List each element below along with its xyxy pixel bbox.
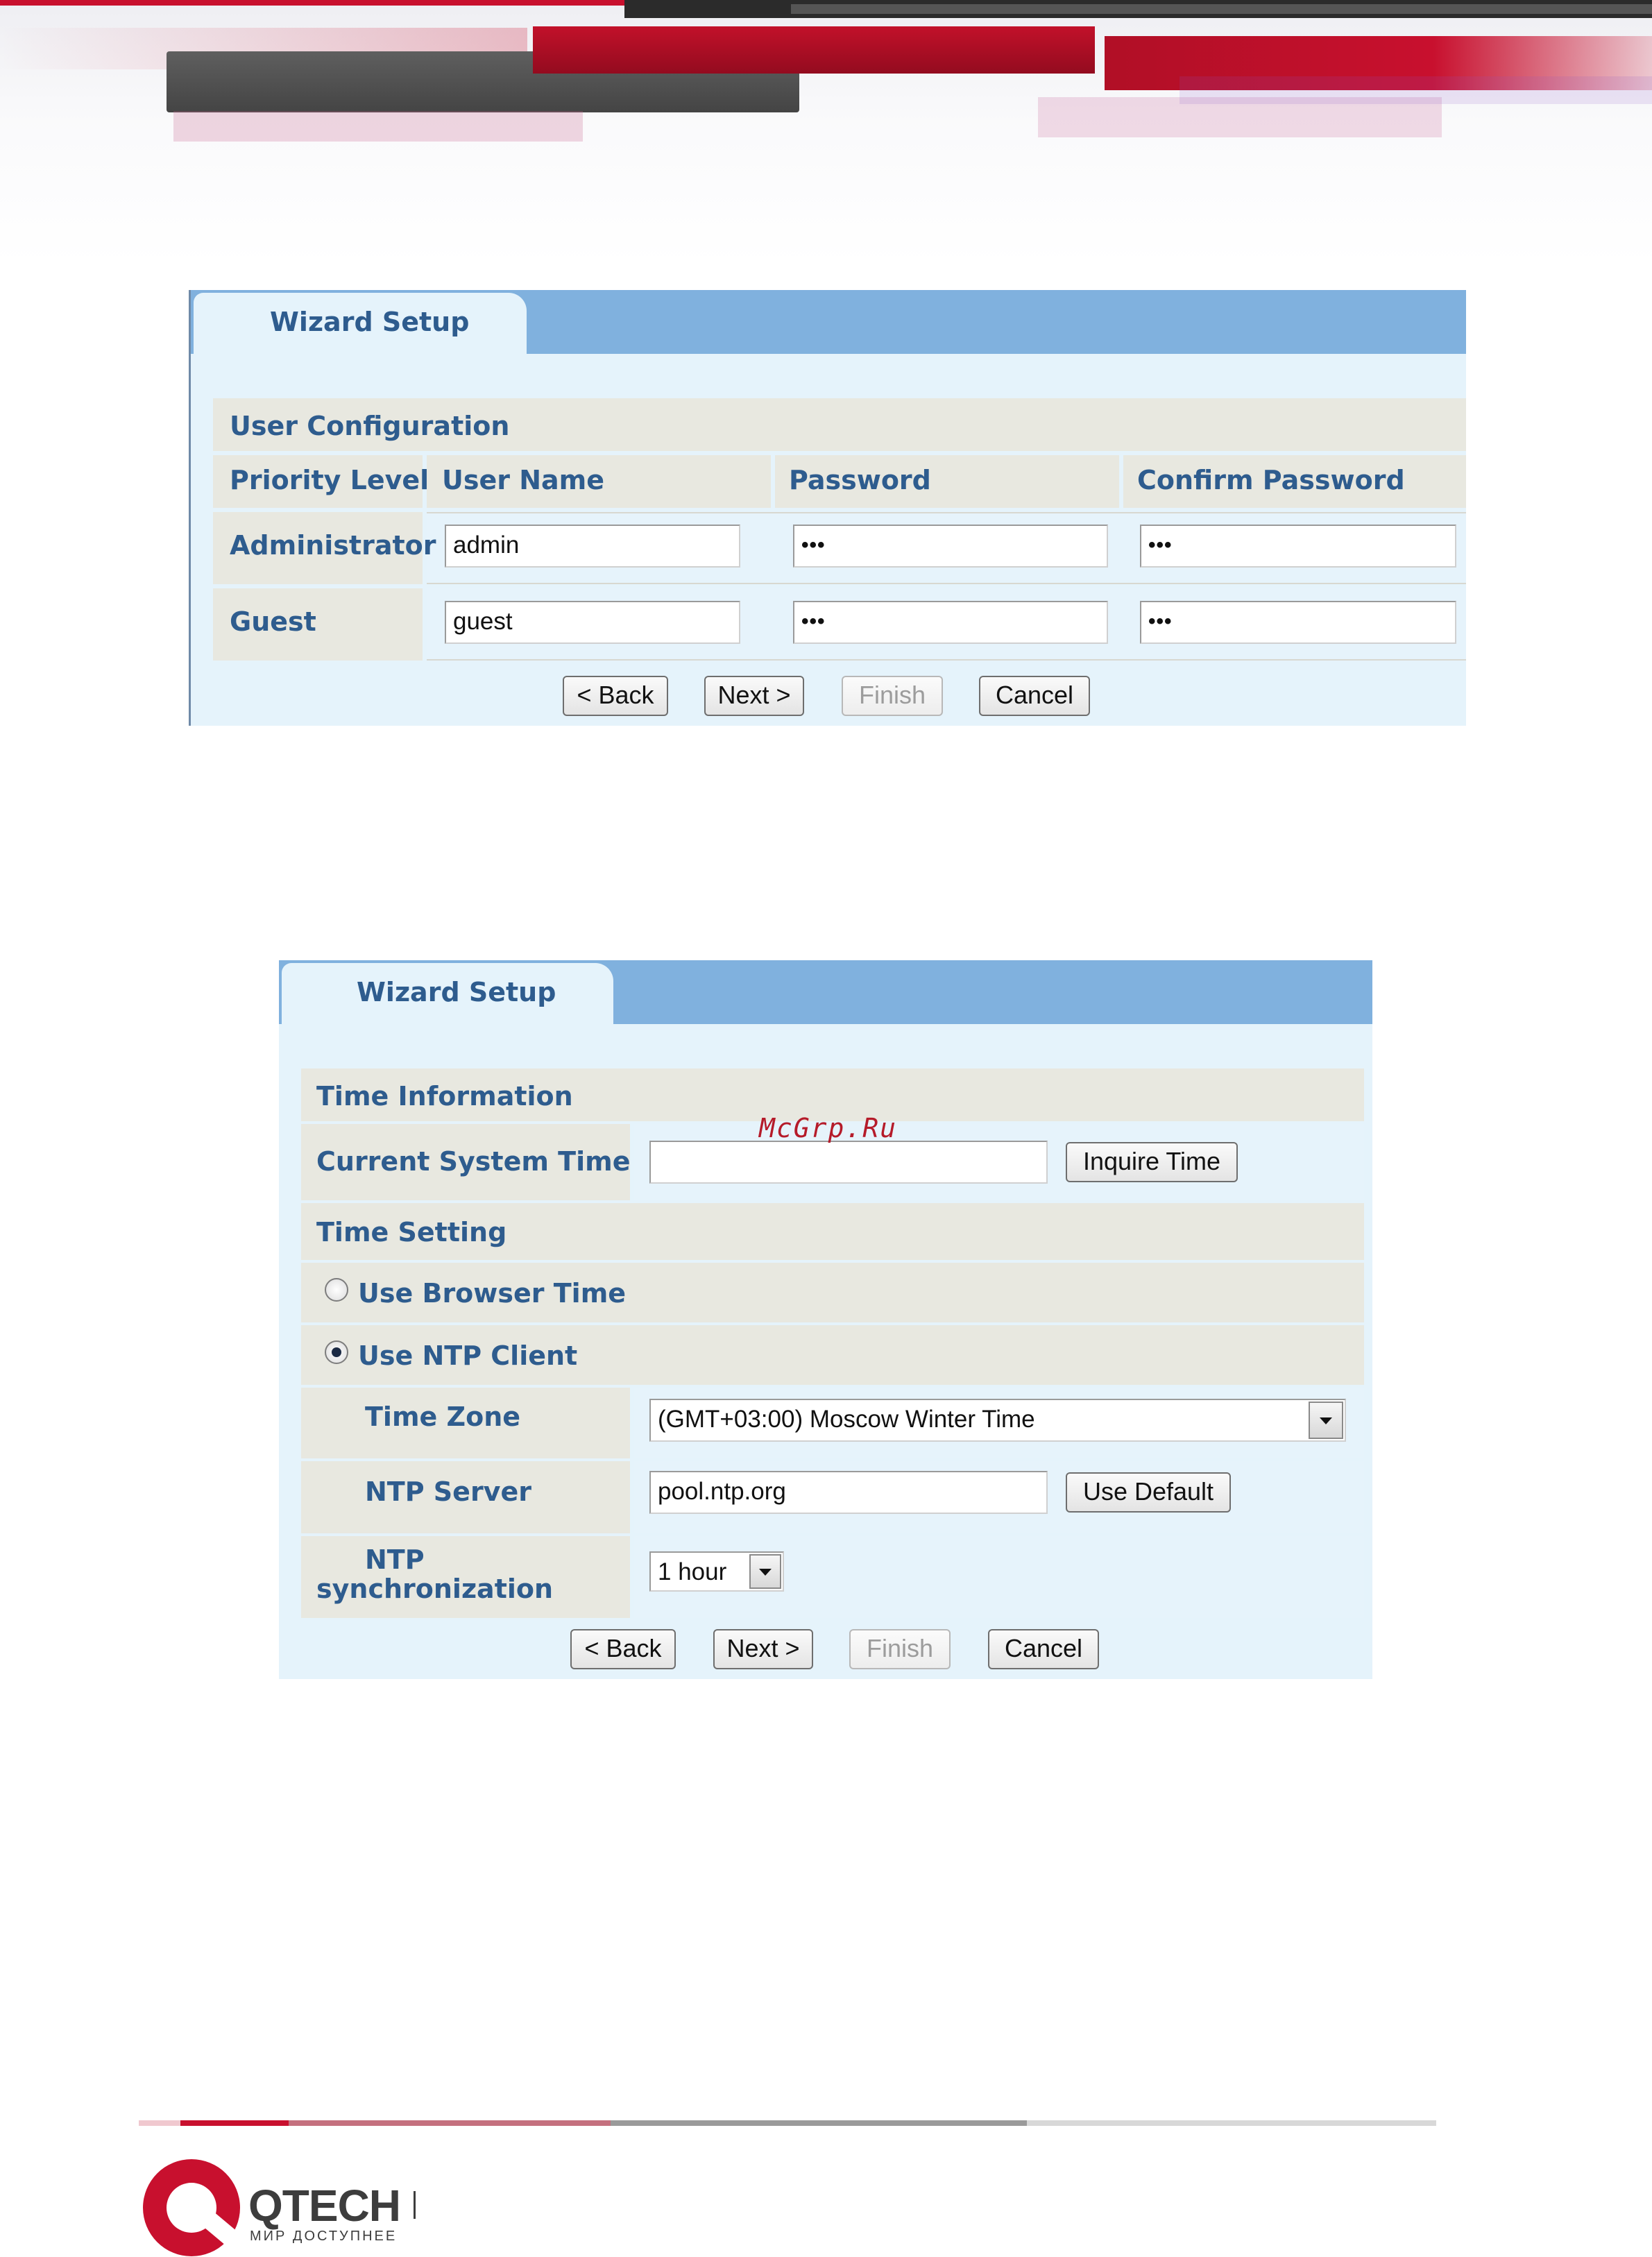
column-header-priority-level: Priority Level <box>230 465 429 495</box>
ntp-sync-select[interactable]: 1 hour <box>649 1551 784 1592</box>
qtech-logo-icon <box>143 2159 240 2256</box>
chevron-down-icon[interactable] <box>1309 1402 1343 1439</box>
ntp-sync-label-line2: synchronization <box>316 1574 554 1604</box>
chevron-down-icon[interactable] <box>749 1554 781 1589</box>
logo-separator <box>414 2191 416 2219</box>
admin-confirm-password-input[interactable]: ••• <box>1140 525 1456 568</box>
column-header-confirm-password: Confirm Password <box>1137 465 1405 495</box>
column-header-user-name: User Name <box>442 465 605 495</box>
logo-wordmark: QTECH <box>248 2181 400 2231</box>
finish-button[interactable]: Finish <box>842 676 943 716</box>
wizard-user-config-panel <box>189 290 1466 726</box>
wizard-time-settings-panel <box>279 960 1372 1679</box>
admin-password-input[interactable]: ••• <box>793 525 1108 568</box>
admin-username-input[interactable]: admin <box>445 525 740 568</box>
use-ntp-client-label[interactable]: Use NTP Client <box>358 1340 578 1371</box>
priority-level-guest: Guest <box>230 606 316 637</box>
back-button[interactable]: < Back <box>563 676 668 716</box>
cancel-button[interactable]: Cancel <box>979 676 1090 716</box>
time-zone-select[interactable]: (GMT+03:00) Moscow Winter Time <box>649 1399 1346 1442</box>
guest-username-input[interactable]: guest <box>445 601 740 644</box>
next-button[interactable]: Next > <box>713 1629 813 1669</box>
use-ntp-client-radio[interactable] <box>325 1340 348 1364</box>
tab-title: Wizard Setup <box>357 977 556 1007</box>
current-system-time-input[interactable] <box>649 1141 1048 1184</box>
footer-divider <box>180 2120 289 2126</box>
footer-divider <box>611 2120 1027 2126</box>
section-title-time-setting: Time Setting <box>316 1217 507 1247</box>
tab-wizard-setup[interactable] <box>282 963 613 1024</box>
tab-wizard-setup[interactable] <box>194 293 527 354</box>
guest-password-input[interactable]: ••• <box>793 601 1108 644</box>
cancel-button[interactable]: Cancel <box>988 1629 1099 1669</box>
footer-divider <box>1027 2120 1436 2126</box>
guest-confirm-password-input[interactable]: ••• <box>1140 601 1456 644</box>
section-title: User Configuration <box>230 411 510 441</box>
ntp-server-input[interactable]: pool.ntp.org <box>649 1471 1048 1514</box>
time-zone-label: Time Zone <box>365 1402 521 1432</box>
ntp-server-label: NTP Server <box>365 1476 531 1507</box>
next-button[interactable]: Next > <box>704 676 804 716</box>
tab-title: Wizard Setup <box>270 307 470 337</box>
back-button[interactable]: < Back <box>570 1629 676 1669</box>
section-title-time-information: Time Information <box>316 1081 573 1112</box>
use-default-button[interactable]: Use Default <box>1066 1472 1231 1513</box>
finish-button[interactable]: Finish <box>849 1629 951 1669</box>
inquire-time-button[interactable]: Inquire Time <box>1066 1142 1238 1182</box>
logo-tagline: МИР ДОСТУПНЕЕ <box>250 2229 398 2244</box>
use-browser-time-label[interactable]: Use Browser Time <box>358 1278 627 1309</box>
ntp-sync-label-line1: NTP <box>365 1544 425 1575</box>
column-header-password: Password <box>789 465 931 495</box>
header-banner <box>0 0 1652 264</box>
current-system-time-label: Current System Time <box>316 1146 631 1177</box>
footer-divider <box>289 2120 611 2126</box>
watermark-text: McGrp.Ru <box>759 1113 898 1143</box>
priority-level-administrator: Administrator <box>230 530 436 561</box>
use-browser-time-radio[interactable] <box>325 1278 348 1302</box>
